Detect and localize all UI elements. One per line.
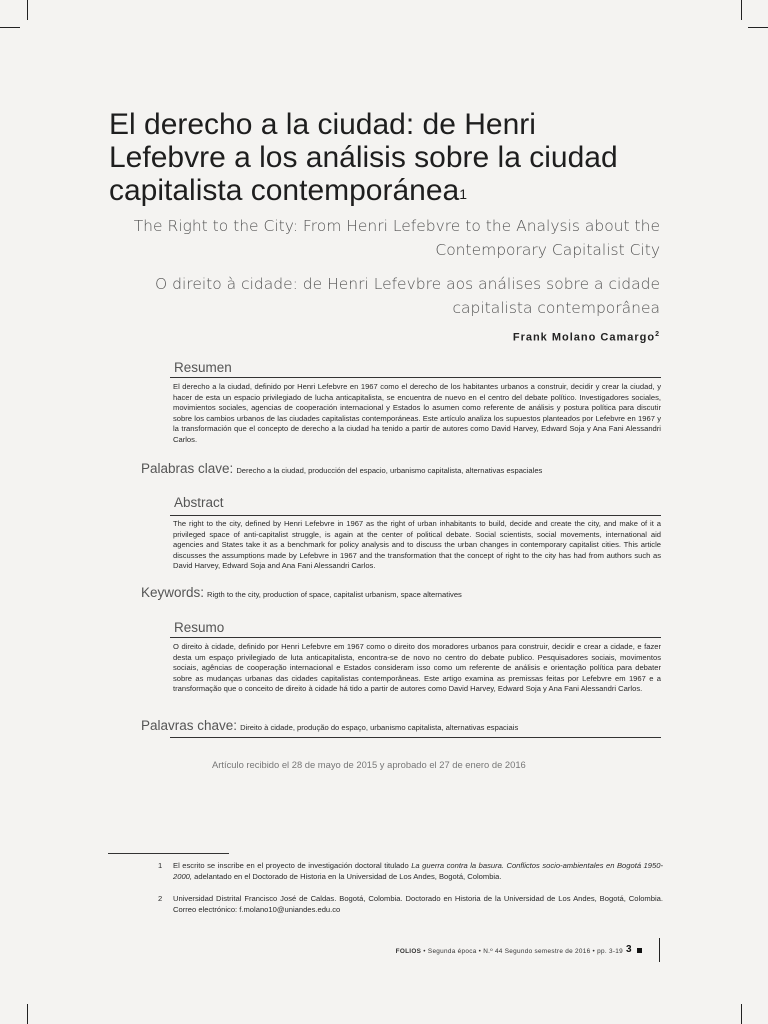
title-line-3: capitalista contemporánea bbox=[109, 174, 460, 207]
footnote-1-number: 1 bbox=[158, 861, 163, 870]
resumo-text: O direito à cidade, definido por Henri Lefebvre em 1967 como o direito dos moradores urbanos para construir, decidir e crear a cidade, e fazer desta um espaço privilegiado de luta anticapitalista, encontra-se de novo no centro do debate publico. Pesquisadores sociais, movimentos sociais, agências de cooperação internacional e Estados consideram isso como um referente de análisis e orientação política para debater sobre as mudanças urbanas das cidades capitalistas contemporâneas. Este artigo examina as premissas feitas por Lefebvre em 1967 e a transformação que o conceito de direito à cidade há tido a partir de autores como David Harvey, Edward Soja y Ana Fani Alessandri Carlos. bbox=[173, 642, 661, 693]
palavras-chave-rule bbox=[170, 737, 661, 738]
author-name-text: Frank Molano Camargo bbox=[512, 331, 656, 344]
crop-mark-right-top bbox=[748, 27, 768, 28]
resumen-heading: Resumen bbox=[174, 360, 232, 375]
crop-mark-bottom-left bbox=[27, 1004, 28, 1024]
subtitle-portuguese bbox=[100, 272, 660, 320]
page-number: 3 bbox=[626, 944, 632, 955]
journal-name: FOLIOS bbox=[395, 948, 422, 955]
palavras-chave-label: Palavras chave: bbox=[141, 718, 238, 733]
crop-mark-left-top bbox=[0, 27, 20, 28]
footnote-1-text bbox=[173, 860, 663, 882]
footnote-1-text-italic: La guerra contra la basura. Conflictos socio-ambientales en Bogotá 1950-2000, bbox=[173, 861, 663, 881]
keywords-label: Keywords: bbox=[141, 585, 205, 600]
abstract-text: The right to the city, defined by Henri Lefebvre in 1967 as the right of urban inhabitants to build, decide and create the city, and make of it a privileged space of anti-capitalist struggle, is again at the center of political debate. Social scientists, social movements, international aid agencies and States take it as a benchmark for policy analysis and to discuss the urban changes in contemporary capitalist cities. This article discusses the assumptions made by Lefebvre in 1967 and the transformation that the concept of right to the city has had from authors such as David Harvey, Edward Soja and Ana Fani Alessandri Carlos. bbox=[173, 519, 661, 570]
page-number-square bbox=[637, 948, 642, 953]
footnote-2-text: Universidad Distrital Francisco José de Caldas. Bogotá, Colombia. Doctorado en Historia de la Universidad de Los Andes, Bogotá, Colombia. Correo electrónico: f.molano10@uniandes.edu.co bbox=[173, 894, 663, 914]
title-footnote-mark: 1 bbox=[459, 186, 468, 202]
subtitle-portuguese-line-2: capitalista contemporânea bbox=[452, 299, 660, 317]
subtitle-english bbox=[100, 214, 660, 262]
keywords bbox=[141, 585, 462, 600]
crop-mark-bottom-right bbox=[741, 1004, 742, 1024]
title-line-2: Lefebvre a los análisis sobre la ciudad bbox=[109, 141, 618, 174]
palabras-clave-label: Palabras clave: bbox=[141, 461, 234, 476]
palabras-clave bbox=[141, 461, 542, 476]
palavras-chave bbox=[141, 718, 518, 733]
crop-mark-top-left bbox=[27, 0, 28, 20]
footnote-2-number: 2 bbox=[158, 894, 163, 903]
crop-mark-top-right bbox=[741, 0, 742, 20]
footnote-2 bbox=[158, 893, 663, 915]
footnote-rule bbox=[108, 853, 229, 854]
keywords-text: Rigth to the city, production of space, capitalist urbanism, space alternatives bbox=[207, 590, 462, 599]
author-footnote-mark: 2 bbox=[655, 331, 660, 338]
resumo-rule bbox=[170, 637, 661, 638]
received-date: Artículo recibido el 28 de mayo de 2015 y aprobado el 27 de enero de 2016 bbox=[212, 759, 526, 770]
article-title bbox=[109, 108, 669, 207]
subtitle-portuguese-line-1: O direito à cidade: de Henri Lefevbre aos análises sobre a cidade bbox=[155, 275, 660, 293]
page-number-bar bbox=[659, 938, 660, 962]
footnote-1 bbox=[158, 860, 663, 882]
abstract-rule bbox=[170, 515, 661, 516]
author-name bbox=[513, 331, 660, 344]
subtitle-english-line-1: The Right to the City: From Henri Lefebvre to the Analysis about the bbox=[133, 217, 660, 235]
journal-details: • Segunda época • N.º 44 Segundo semestre de 2016 • pp. 3-19 bbox=[421, 948, 623, 955]
subtitle-english-line-2: Contemporary Capitalist City bbox=[435, 241, 660, 259]
resumen-rule bbox=[170, 377, 661, 378]
running-footer bbox=[396, 948, 623, 955]
abstract-heading: Abstract bbox=[174, 495, 224, 510]
palabras-clave-text: Derecho a la ciudad, producción del espacio, urbanismo capitalista, alternativas espaciales bbox=[236, 466, 543, 475]
resumen-text: El derecho a la ciudad, definido por Henri Lefebvre en 1967 como el derecho de los habitantes urbanos a construir, decidir y crear la ciudad, y hacer de esta un espacio privilegiado de lucha anticapitalista, se encuentra de nuevo en el centro del debate político. Investigadores sociales, movimientos sociales, agencias de cooperación internacional y Estados lo asumen como referente de análisis y postura política para discutir sobre los cambios urbanos de las ciudades capitalistas contemporáneas. Este artículo analiza los supuestos planteados por Lefebvre en 1967 y la transformación que el concepto de derecho a la ciudad ha tenido a partir de autores como David Harvey, Edward Soja y Ana Fani Alessandri Carlos. bbox=[173, 382, 661, 444]
footnote-1-text-post: adelantado en el Doctorado de Historia en la Universidad de Los Andes, Bogotá, Colombia. bbox=[192, 872, 502, 881]
palavras-chave-text: Direito à cidade, produção do espaço, urbanismo capitalista, alternativas espaciais bbox=[240, 723, 519, 732]
title-line-1: El derecho a la ciudad: de Henri bbox=[109, 108, 536, 141]
resumo-heading: Resumo bbox=[174, 620, 225, 635]
footnote-1-text-pre: El escrito se inscribe en el proyecto de investigación doctoral titulado bbox=[173, 861, 412, 870]
